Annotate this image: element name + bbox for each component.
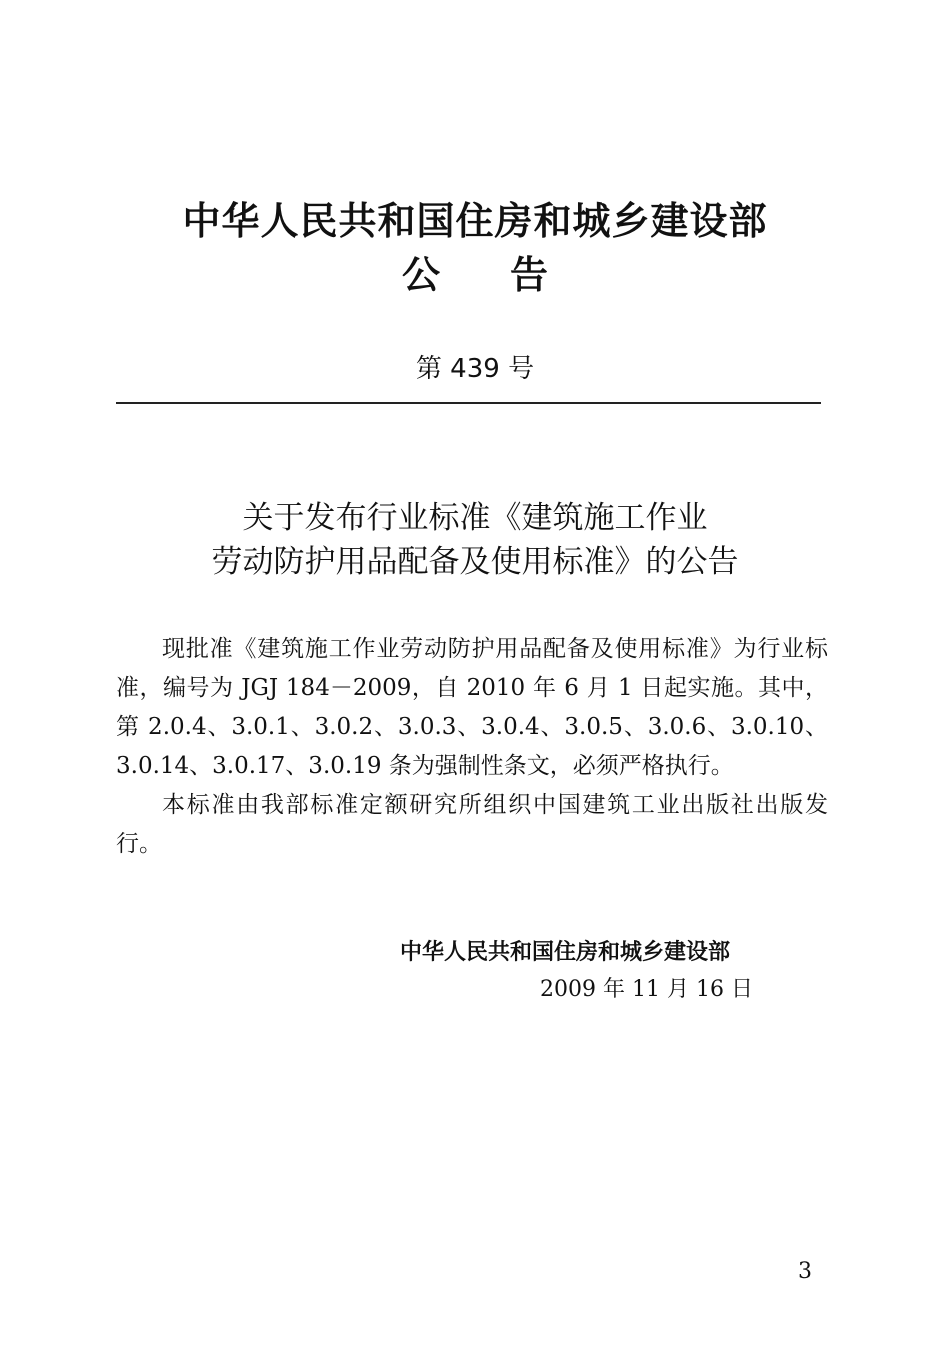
header-divider (116, 402, 821, 404)
subject-title-line-2: 劳动防护用品配备及使用标准》的公告 (211, 544, 739, 580)
body-paragraph-approval: 现批准《建筑施工作业劳动防护用品配备及使用标准》为行业标准，编号为 JGJ 184－2009，自 2010 年 6 月 1 日起实施。其中，第 2.0.4、3.0.1、3.0.2、3.0.3、3.0.4、3.0.5、3.0.6、3.0.10、3.0.14、3.0.17、3.0.19 条为强制性条文，必须严格执行。 (116, 636, 828, 779)
body-paragraph-publishing: 本标准由我部标准定额研究所组织中国建筑工业出版社出版发行。 (116, 792, 828, 857)
ministry-title: 中华人民共和国住房和城乡建设部 (182, 199, 768, 243)
notice-body (116, 630, 828, 864)
signature-issuer: 中华人民共和国住房和城乡建设部 (400, 940, 731, 965)
notice-heading: 公告 (401, 253, 618, 297)
page-number: 3 (798, 1259, 812, 1284)
notice-number: 第 439 号 (415, 354, 535, 384)
subject-title-line-1: 关于发布行业标准《建筑施工作业 (242, 500, 708, 536)
signature-date: 2009 年 11 月 16 日 (540, 977, 753, 1002)
